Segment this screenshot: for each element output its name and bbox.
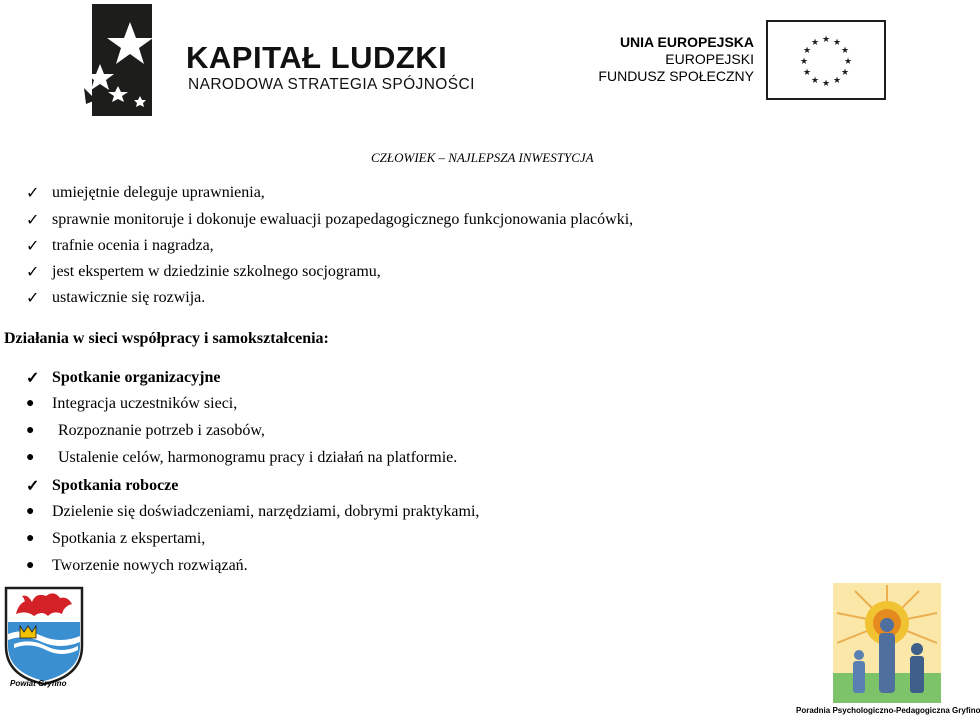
svg-text:★: ★ bbox=[821, 35, 831, 45]
list-item-text: umiejętnie deleguje uprawnienia, bbox=[52, 184, 265, 201]
list-item bbox=[26, 288, 205, 308]
bullet-icon: ● bbox=[26, 396, 35, 411]
list-item-text: trafnie ocenia i nagradza, bbox=[52, 237, 214, 254]
list-item-text: Rozpoznanie potrzeb i zasobów, bbox=[58, 422, 265, 439]
svg-text:★: ★ bbox=[832, 76, 842, 86]
svg-text:★: ★ bbox=[821, 79, 831, 89]
check-icon: ✓ bbox=[26, 478, 40, 495]
check-icon: ✓ bbox=[26, 185, 40, 202]
list-item-text: Tworzenie nowych rozwiązań. bbox=[52, 557, 248, 574]
svg-text:★: ★ bbox=[840, 68, 850, 78]
svg-text:★: ★ bbox=[802, 68, 812, 78]
list-item bbox=[26, 422, 265, 440]
list-item-text: Spotkania z ekspertami, bbox=[52, 530, 206, 547]
kapital-ludzki-star-logo bbox=[80, 4, 180, 116]
list-item bbox=[26, 236, 214, 256]
block-title-text: Spotkania robocze bbox=[52, 477, 179, 494]
svg-text:★: ★ bbox=[799, 57, 809, 67]
list-item-text: sprawnie monitoruje i dokonuje ewaluacji pozapedagogicznego funkcjonowania placówki, bbox=[52, 211, 634, 228]
list-item-text: Ustalenie celów, harmonogramu pracy i działań na platformie. bbox=[58, 449, 458, 466]
list-item bbox=[26, 210, 633, 230]
list-item-text: ustawicznie się rozwija. bbox=[52, 289, 206, 306]
block-title bbox=[26, 368, 220, 388]
eu-flag-icon bbox=[766, 20, 886, 100]
bullet-icon: ● bbox=[26, 531, 35, 546]
poradnia-logo-icon bbox=[833, 583, 941, 703]
program-title: KAPITAŁ LUDZKI bbox=[186, 40, 448, 75]
bullet-icon: ● bbox=[26, 558, 35, 573]
list-item bbox=[26, 262, 381, 282]
svg-text:★: ★ bbox=[802, 46, 812, 56]
list-item bbox=[26, 503, 479, 521]
eu-union-label: UNIA EUROPEJSKA bbox=[619, 34, 754, 50]
svg-text:★: ★ bbox=[840, 46, 850, 56]
list-item-text: jest ekspertem w dziedzinie szkolnego socjogramu, bbox=[52, 263, 381, 280]
check-icon: ✓ bbox=[26, 238, 40, 255]
svg-text:★: ★ bbox=[810, 38, 820, 48]
svg-text:★: ★ bbox=[832, 38, 842, 48]
list-item bbox=[26, 449, 457, 467]
check-icon: ✓ bbox=[26, 290, 40, 307]
section-heading: Działania w sieci współpracy i samokształcenia: bbox=[4, 330, 329, 347]
eu-fund-text bbox=[594, 34, 754, 84]
list-item bbox=[26, 557, 248, 575]
powiat-label: Powiat Gryfino bbox=[10, 679, 67, 688]
svg-text:★: ★ bbox=[843, 57, 853, 67]
program-subtitle: NARODOWA STRATEGIA SPÓJNOŚCI bbox=[188, 76, 475, 93]
block-title bbox=[26, 476, 178, 496]
check-icon: ✓ bbox=[26, 212, 40, 229]
svg-text:★: ★ bbox=[810, 76, 820, 86]
bullet-icon: ● bbox=[26, 450, 35, 465]
powiat-gryfino-crest-icon bbox=[2, 584, 86, 688]
list-item-text: Integracja uczestników sieci, bbox=[52, 395, 238, 412]
eu-fund-label-1: EUROPEJSKI bbox=[665, 51, 754, 67]
bullet-icon: ● bbox=[26, 504, 35, 519]
check-icon: ✓ bbox=[26, 264, 40, 281]
list-item bbox=[26, 395, 237, 413]
list-item bbox=[26, 183, 265, 203]
poradnia-label: Poradnia Psychologiczno-Pedagogiczna Gryfino bbox=[796, 706, 980, 715]
slogan: CZŁOWIEK – NAJLEPSZA INWESTYCJA bbox=[371, 150, 594, 165]
check-icon: ✓ bbox=[26, 370, 40, 387]
eu-fund-label-2: FUNDUSZ SPOŁECZNY bbox=[598, 68, 754, 84]
list-item-text: Dzielenie się doświadczeniami, narzędziami, dobrymi praktykami, bbox=[52, 503, 480, 520]
list-item bbox=[26, 530, 205, 548]
block-title-text: Spotkanie organizacyjne bbox=[52, 369, 221, 386]
bullet-icon: ● bbox=[26, 423, 35, 438]
